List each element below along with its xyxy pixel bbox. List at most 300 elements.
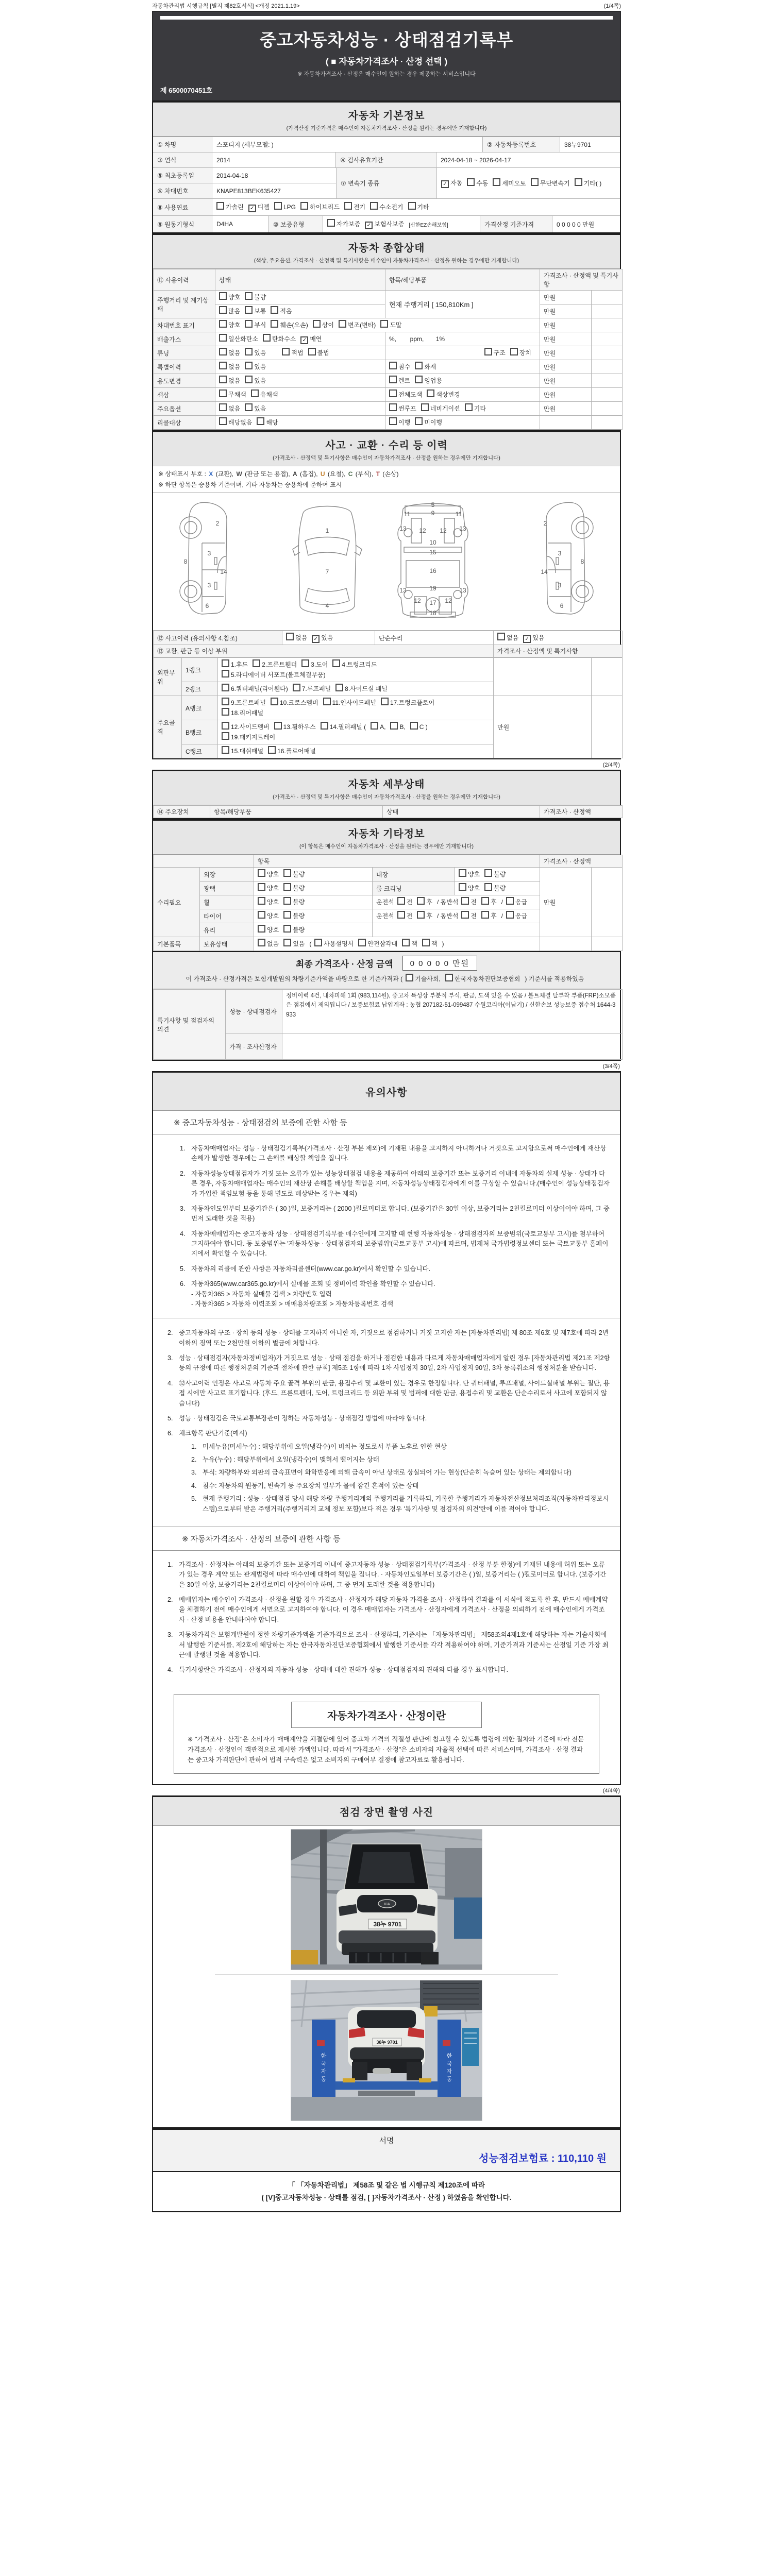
row-inspector-opinion [154,990,623,1033]
tire-label: 타이어 [200,909,254,923]
status-code-legend [153,466,620,493]
unchecked-checkbox-icon [283,925,291,933]
other-table [153,855,623,951]
unchecked-checkbox-icon [283,939,291,946]
checkbox-13.휠하우스[interactable] [274,722,316,732]
checkbox-전[interactable] [461,897,477,907]
recall-label: 리콜대상 [154,416,215,430]
holding-state-label: 보유상태 [200,937,254,951]
unchecked-checkbox-icon [245,403,253,411]
document-number: 제 6500070451호 [160,87,213,94]
checkbox-불량[interactable] [283,925,305,935]
checkbox-후[interactable] [417,897,432,907]
checkbox-없음[interactable] [219,348,240,358]
checkbox-기타[interactable] [408,202,429,212]
polish-options [254,882,373,895]
unchecked-checkbox-icon [258,939,265,946]
checkbox-C )[interactable] [410,722,428,732]
checkbox-A,[interactable] [371,722,385,732]
unchecked-checkbox-icon [358,939,366,946]
notice-item-number: 5. [180,1265,186,1273]
notice-item-number: 6. [180,1280,186,1288]
unchecked-checkbox-icon [575,178,582,186]
checkbox-양호[interactable] [459,869,480,879]
checked-checkbox-icon: ✓ [300,336,308,344]
unchecked-checkbox-icon [245,306,253,314]
checkbox-전기[interactable] [344,202,365,212]
status-code-X: X [209,470,213,478]
detail-band [153,771,620,805]
page-marker-3: (3/4쪽) [602,1063,620,1070]
unchecked-checkbox-icon [253,659,260,667]
checkbox-label: 미이행 [424,419,442,426]
unchecked-checkbox-icon [222,732,229,740]
checkbox-미이행[interactable] [415,417,442,428]
checkbox-양호[interactable] [258,925,279,935]
unchecked-checkbox-icon [286,633,294,640]
checkbox-불량[interactable] [245,292,266,302]
checkbox-label: 네비게이션 [430,405,460,412]
checkbox-보통[interactable] [245,306,266,316]
notice-item-text: 성능 · 상태점검은 국토교통부장관이 정하는 자동차성능 · 상태점검 방법에 따라야 합니다. [179,1414,427,1422]
special-history-type-options [385,360,540,374]
law-reference-row [152,0,621,11]
checkbox-응급[interactable] [506,911,527,921]
status-code-desc: (교환), [214,470,236,478]
checkbox-5.라디에이터 서포트(볼트체결부품)[interactable] [222,670,326,680]
unchecked-checkbox-icon [258,869,265,877]
notice-item [167,1595,611,1625]
checkbox-11.인사이드패널[interactable] [323,698,376,708]
comprehensive-band [153,235,620,269]
notice-item-text: 성능 · 상태점검자(자동차정비업자)가 거짓으로 성능 · 상태 점검을 하거나 점검한 내용과 다르게 자동차매매업자에게 알린 경우 [자동차관리법 제21조 제2항 등의 규정에 따른 행정처분의 기준과 절차에 관한 규칙] 제5조 1항에 따라 1차 사업정지 30일, 2차 사업정지 90일, 3차 등록취소의 행정처분을 받습니다. [179,1354,610,1372]
checkbox-없음[interactable] [219,403,240,414]
checkbox-없음[interactable] [219,376,240,386]
checkbox-label: 기타 [474,405,486,412]
accident-title: 사고 · 교환 · 수리 등 이력 [325,440,448,451]
checkbox-없음[interactable] [497,633,518,643]
checkbox-양호[interactable] [258,897,279,907]
diagram-part-number: 12 [440,527,447,534]
checkbox-도말[interactable] [380,320,401,330]
checkbox-label: 후 [426,899,432,906]
unchecked-checkbox-icon [461,911,469,919]
notice-item [180,1279,611,1309]
unchecked-checkbox-icon [493,178,500,186]
checkbox-많음[interactable] [219,306,240,316]
checkbox-응급[interactable] [506,897,527,907]
diagram-part-number: 2 [215,520,220,527]
main-options-type [385,402,540,416]
checkbox-1.후드[interactable] [222,659,248,670]
checkbox-4.트렁크리드[interactable] [332,659,377,670]
checkbox-렌트[interactable] [389,376,410,386]
checkbox-부식[interactable] [245,320,266,330]
field-reg-no-value: 38누9701 [564,141,591,148]
field-inspection-period-value: 2024-04-18 ~ 2026-04-17 [441,156,511,164]
checkbox-label: 불량 [293,926,305,934]
detail-note: (가격조사 · 산정액 및 특기사항은 매수인이 자동차가격조사 · 산정을 원하는 경우에만 기재합니다) [273,794,500,800]
checkbox-구조[interactable] [484,348,506,358]
appraiser-label: 가격 · 조사산정자 [226,1033,282,1060]
checkbox-없음[interactable] [258,939,279,949]
checkbox-label: 가솔린 [226,204,244,211]
diagram-part-number: 13 [399,587,407,594]
checkbox-label: 6.쿼터패널(리어휀다) [231,685,288,692]
status-code-desc: (부식), [354,470,375,478]
checkbox-안전삼각대[interactable] [358,939,397,949]
basic-items-options [254,937,540,951]
section-other-info [152,819,621,1061]
checkbox-적법[interactable] [282,348,303,358]
main-frame-label: 주요골격 [154,696,182,758]
checkbox-장치[interactable] [510,348,531,358]
price-cell: 만원 [540,318,592,332]
checkbox-3.도어[interactable] [301,659,328,670]
checkbox-자동[interactable] [441,178,462,188]
checkbox-12.사이드멤버[interactable] [222,722,270,732]
notice-item [167,1630,611,1660]
basic-items-price-extra [592,937,623,951]
checkbox-label: 화재 [424,363,436,370]
price-cell: 만원 [540,402,592,416]
checkbox-잭[interactable] [402,939,417,949]
checkbox-label: 무단변속기 [540,179,570,187]
unchecked-checkbox-icon [531,178,539,186]
checkbox-색상변경[interactable] [427,389,460,400]
checkbox-수동[interactable] [467,178,488,189]
checkbox-기술사회,[interactable] [406,974,441,985]
checkbox-양호[interactable] [219,320,240,330]
checkbox-없음[interactable] [219,362,240,372]
checkbox-8.사이드실 패널[interactable] [335,684,388,694]
frame-price-cell: 만원 [494,696,592,758]
notice-list-appraisal [153,1551,620,1685]
unchecked-checkbox-icon [397,897,405,905]
notice-subitem [191,1468,611,1478]
frame-price-extra [592,696,623,758]
glass-label: 유리 [200,923,254,937]
notice-item [167,1328,611,1348]
emission-options [215,332,385,346]
checkbox-후[interactable] [481,897,497,907]
unchecked-checkbox-icon [402,939,410,946]
checkbox-불법[interactable] [308,348,329,358]
unchecked-checkbox-icon [245,292,253,300]
checkbox-불량[interactable] [283,869,305,879]
checkbox-label: 전 [406,912,413,920]
checkbox-label: 부식 [254,321,266,329]
unchecked-checkbox-icon [465,403,473,411]
checkbox-6.쿼터패널(리어휀다)[interactable] [222,684,288,694]
unchecked-checkbox-icon [271,320,278,328]
checkbox-전[interactable] [397,897,413,907]
row-usage-change [154,374,623,388]
checkbox-label: 14.필러패널 ( [329,723,366,731]
rank1-label: 1랭크 [182,658,218,682]
unchecked-checkbox-icon [222,722,229,730]
checkbox-17.트렁크플로어[interactable] [381,698,434,708]
price-cell-empty [540,416,592,430]
diagram-part-number: 12 [445,597,452,604]
checkbox-불량[interactable] [283,911,305,921]
status-code-desc: (흠집), [298,470,320,478]
checkbox-label: 보통 [254,308,266,315]
checkbox-불량[interactable] [484,869,506,879]
detail-header-row [154,806,623,818]
checkbox-label: 16.플로어패널 [277,748,316,755]
status-codes [158,469,615,478]
checkbox-무단변속기[interactable] [531,178,570,189]
unchecked-checkbox-icon [417,911,425,919]
checkbox-전[interactable] [461,911,477,921]
checkbox-수소전기[interactable] [370,202,403,212]
checkbox-이행[interactable] [389,417,410,428]
checkbox-있음[interactable] [283,939,305,949]
final-price-value: 0 0 0 0 0 만원 [402,956,478,971]
checkbox-label: 변조(변타) [347,321,376,329]
checkbox-label: 2.프론트휀더 [262,661,297,668]
checkbox-해당없음[interactable] [219,417,252,428]
row-exchange-header [154,645,623,657]
checkbox-없음[interactable] [286,633,307,643]
checkbox-네비게이션[interactable] [421,403,460,414]
checkbox-유채색[interactable] [251,389,278,400]
unchecked-checkbox-icon [271,698,278,705]
row-tuning [154,346,623,360]
checkbox-label: 불량 [254,294,266,301]
checkbox-썬루프[interactable] [389,403,416,414]
checkbox-label: 침수 [398,363,411,370]
checkbox-해당[interactable] [257,417,278,428]
exchange-header-label: ⑬ 교환, 판금 등 이상 부위 [154,645,494,657]
repair-needed-label: 수리필요 [154,868,200,937]
checkbox-하이브리드[interactable] [300,202,340,212]
price-extra-cell [592,388,623,402]
checkbox-일산화탄소[interactable] [219,334,258,344]
notice-heading-1: ※ 중고자동차성능 · 상태점검의 보증에 관한 사항 등 [153,1111,620,1134]
color-label: 색상 [154,388,215,402]
checkbox-전체도색[interactable] [389,389,422,400]
checkbox-있음[interactable] [245,403,266,414]
checkbox-LPG[interactable] [274,202,296,212]
checkbox-16.플로어패널[interactable] [268,746,316,756]
inspector-label: 성능 · 상태점검자 [226,990,282,1033]
main-options-state [215,402,385,416]
checkbox-label: 양호 [267,899,279,906]
row-emission [154,332,623,346]
option-text: 이 가격조사 · 산정가격은 보험개발원의 차량기준가액을 바탕으로 한 기준가격과 ( [186,975,403,982]
unchecked-checkbox-icon [415,362,423,369]
checkbox-양호[interactable] [258,911,279,921]
field-engine-type-label: ⑨ 원동기형식 [153,216,212,232]
field-first-reg-label: ⑤ 최초등록일 [153,168,212,183]
basic-items-label: 기본품목 [154,937,200,951]
checkbox-침수[interactable] [389,362,410,372]
price-cell: 만원 [540,360,592,374]
checkbox-label: 장치 [519,349,531,357]
field-engine-type-value: D4HA [212,216,269,232]
checkbox-변조(변타)[interactable] [339,320,376,330]
row-accident-flag [154,631,623,645]
unchecked-checkbox-icon [389,376,397,383]
checkbox-적음[interactable] [271,306,292,316]
checkbox-후[interactable] [417,911,432,921]
notice-item [167,1353,611,1374]
notice-item [180,1169,611,1199]
inspection-photo-front [291,1829,482,1970]
status-code-A: A [293,470,297,478]
checkbox-불량[interactable] [283,897,305,907]
checkbox-가솔린[interactable] [216,202,244,212]
notice-item [180,1144,611,1164]
checkbox-잭[interactable] [422,939,438,949]
checked-checkbox-icon: ✓ [523,635,531,643]
checkbox-화재[interactable] [415,362,436,372]
diagram-part-number: 13 [399,525,407,532]
diagram-part-number: 3 [207,582,211,589]
notice-item-text: 자동차매매업자는 성능 · 상태점검기록부(가격조사 · 산정 부분 제외)에 기재된 내용을 고지하지 아니하거나 거짓으로 고지함으로써 매수인에게 재산상 손해가 발생한 경우에는 그 손해를 배상할 책임을 집니다. [191,1145,607,1162]
checkbox-label: 매연 [310,335,322,343]
other-band [153,821,620,855]
row-special-history [154,360,623,374]
checkbox-label: 12.사이드멤버 [231,723,270,731]
exchange-price-header: 가격조사 · 산정액 및 특기사항 [494,645,623,657]
document-title: 중고자동차성능 · 상태점검기록부 [259,30,514,49]
main-options-label: 주요옵션 [154,402,215,416]
notice-subitem [191,1455,611,1465]
checkbox-label: C ) [419,723,428,731]
outer-price-extra [592,658,623,696]
section-confirmation [152,2172,621,2213]
checkbox-기타( )[interactable] [575,178,602,189]
checkbox-7.루프패널[interactable] [293,684,331,694]
checkbox-18.리어패널[interactable] [222,708,263,718]
notice-item-number: 2. [167,1329,173,1337]
checkbox-불량[interactable] [283,883,305,893]
checkbox-label: 사용설명서 [324,940,354,947]
checkbox-매연[interactable] [300,334,322,344]
checkbox-세미오토[interactable] [493,178,526,189]
checkbox-label: 해당없음 [228,419,253,426]
other-note: (이 항목은 매수인이 자동차가격조사 · 산정을 원하는 경우에만 기재합니다) [299,843,474,850]
checkbox-있음[interactable] [523,633,544,643]
option-text: / 동반석 [436,899,459,906]
unchecked-checkbox-icon [389,417,397,425]
opinion-label: 특기사항 및 점검자의 의견 [154,990,226,1060]
checkbox-영업용[interactable] [415,376,442,386]
appraisal-info-text: ※ "가격조사 · 산정"은 소비자가 매매계약을 체결함에 있어 중고차 가격의 적절성 판단에 참고할 수 있도록 법령에 의한 절차와 기준에 따라 전문 가격조사 · 산정인이 객관적으로 제시한 가액입니다. 따라서 "가격조사 · 산정"은 소비자의 자율적 선택에 따른 서비스이며, 가격조사 · 산정 결과는 중고차 가격판단에 관하여 법적 구속력은 없고 소비자의 구매여부 결정에 참고자료로 활용됩니다. [188,1735,584,1764]
status-code-C: C [348,470,353,478]
checkbox-label: 4.트렁크리드 [342,661,377,668]
checkbox-양호[interactable] [258,883,279,893]
checkbox-15.대쉬패널[interactable] [222,746,263,756]
notice-item-text: 자동차성능상태점검자가 거짓 또는 오류가 있는 성능상태점검 내용을 제공하여 아래의 보증기간 또는 보증거리 이내에 자동차의 실제 성능 · 상태가 다른 경우, 자동차매매업자는 매수인의 재산상 손해를 배상할 책임을 지며, 자동차성능상태점검자에게 이를 구상할 수 있습니다.(매수인이 성능상태점검자가 가입한 책임보험 등을 통해 별도로 배상받는 경우는 제외) [191,1170,610,1197]
appraisal-info-title: 자동차가격조사 · 산정이란 [291,1702,482,1728]
unchecked-checkbox-icon [219,334,227,342]
price-extra-cell [592,318,623,332]
polish-label: 광택 [200,882,254,895]
checkbox-있음[interactable] [312,633,333,643]
unchecked-checkbox-icon [314,939,322,946]
checkbox-9.프론트패널[interactable] [222,698,266,708]
unchecked-checkbox-icon [327,219,335,227]
checkbox-후[interactable] [481,911,497,921]
checkbox-있음[interactable] [245,348,266,358]
unchecked-checkbox-icon [219,292,227,300]
checkbox-한국자동차진단보증협회[interactable] [445,974,520,985]
checkbox-디젤[interactable] [248,202,270,212]
row-basic-items [154,937,623,951]
checkbox-label: 불량 [293,899,305,906]
option-text: ( [309,940,312,947]
unchecked-checkbox-icon [222,670,229,677]
checkbox-사용설명서[interactable] [314,939,354,949]
option-text: ) [442,940,444,947]
checkbox-있음[interactable] [245,376,266,386]
unchecked-checkbox-icon [219,389,227,397]
checkbox-있음[interactable] [245,362,266,372]
checkbox-불량[interactable] [484,883,506,893]
notice-item-number: 1. [180,1145,186,1152]
checkbox-19.패키지트레이[interactable] [222,732,275,742]
checkbox-label: 응급 [515,899,528,906]
checkbox-상이[interactable] [313,320,334,330]
checkbox-자가보증[interactable] [327,219,360,229]
row-vin-marking [154,318,623,332]
unchecked-checkbox-icon [332,659,340,667]
checkbox-label: 1.후드 [231,661,248,668]
usage-change-type-options [385,374,540,388]
unchecked-checkbox-icon [258,883,265,891]
tire-position-options [373,909,540,923]
checkbox-B,[interactable] [390,722,405,732]
confirmation-line-2: ( [V]중고자동차성능 · 상태를 점검, [ ]자동차가격조사 · 산정 ) 하였음을 확인합니다. [261,2193,512,2201]
comprehensive-table [153,269,623,430]
unchecked-checkbox-icon [335,684,343,691]
price-extra-cell [592,416,623,430]
notice-item [167,1665,611,1675]
col-state: 상태 [383,806,540,818]
car-diagram [160,496,613,624]
section-comprehensive [152,233,621,431]
field-year-label: ③ 연식 [153,152,212,167]
checkbox-양호[interactable] [219,292,240,302]
checkbox-기타[interactable] [465,403,486,414]
checkbox-보험사보증[interactable] [365,219,404,229]
notice-item-text: 중고자동차의 구조 · 장치 등의 성능 · 상태를 고지하지 아니한 자, 거짓으로 점검하거나 거짓 고지한 자는 [자동차관리법] 제 80조 제6호 및 제7호에 따라 2년 이하의 징역 또는 2천만원 이하의 벌금에 처합니다. [179,1329,609,1347]
unchecked-checkbox-icon [321,722,328,730]
checkbox-2.프론트휀더[interactable] [253,659,297,670]
unchecked-checkbox-icon [339,320,346,328]
checkbox-전[interactable] [397,911,413,921]
checkbox-탄화수소[interactable] [263,334,296,344]
checkbox-14.필러패널 ([interactable] [321,722,366,732]
checkbox-label: 양호 [267,885,279,892]
checkbox-label: 안전삼각대 [367,940,398,947]
unchecked-checkbox-icon [216,202,224,210]
checkbox-10.크로스멤버[interactable] [271,698,318,708]
checkbox-훼손(오손)[interactable] [271,320,308,330]
notice-item [180,1204,611,1224]
checkbox-양호[interactable] [459,883,480,893]
notice-subitem-number: 3. [191,1469,197,1477]
notice-item-number: 6. [167,1430,173,1437]
notice-title: 유의사항 [365,1087,408,1098]
checkbox-무채색[interactable] [219,389,246,400]
unchecked-checkbox-icon [415,376,423,383]
checkbox-양호[interactable] [258,869,279,879]
